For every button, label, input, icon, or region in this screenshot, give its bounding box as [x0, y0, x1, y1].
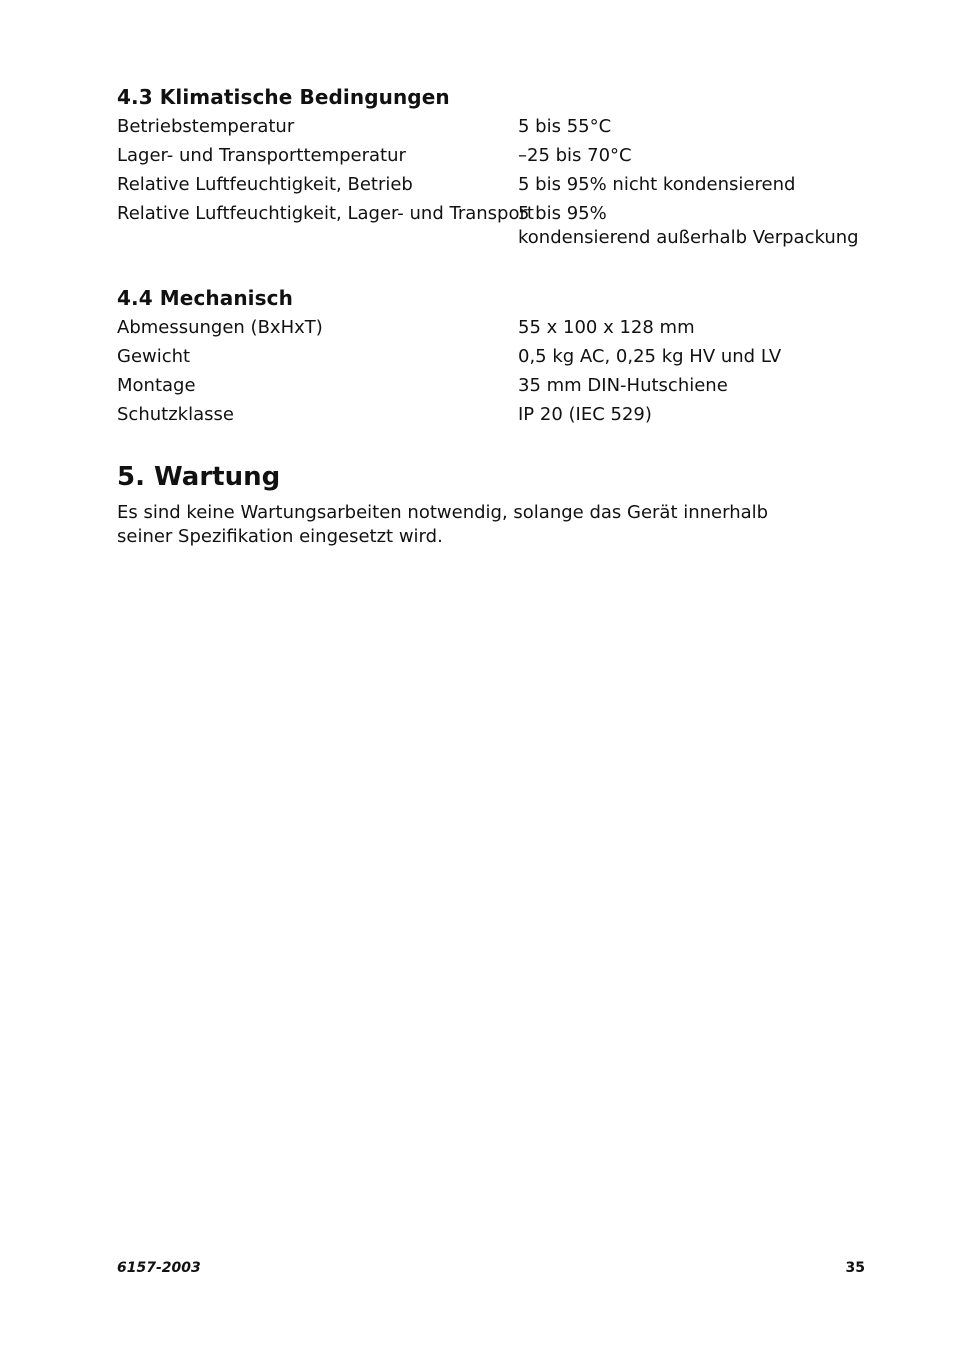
spec-row [117, 144, 867, 168]
spec-value-line: kondensierend außerhalb Verpackung [518, 227, 859, 248]
mechanical-heading: 4.4 Mechanisch [117, 286, 293, 310]
spec-row [117, 345, 867, 369]
spec-value-line: 5 bis 95% nicht kondensierend [518, 174, 796, 195]
spec-row [117, 374, 867, 398]
spec-value [518, 403, 867, 427]
spec-value-line: 55 x 100 x 128 mm [518, 317, 695, 338]
spec-row [117, 403, 867, 427]
spec-value-line: 5 bis 55°C [518, 116, 612, 137]
maintenance-text: Es sind keine Wartungsarbeiten notwendig, solange das Gerät innerhalb seiner Spezifikation eingesetzt wird. [117, 502, 769, 547]
spec-label: Montage [117, 375, 196, 396]
spec-value [518, 316, 867, 340]
spec-row [117, 202, 867, 250]
spec-label: Relative Luftfeuchtigkeit, Betrieb [117, 174, 413, 195]
spec-label: Schutzklasse [117, 404, 234, 425]
maintenance-heading: 5. Wartung [117, 462, 281, 492]
spec-value [518, 345, 867, 369]
spec-row [117, 316, 867, 340]
spec-label: Relative Luftfeuchtigkeit, Lager- und Transport [117, 203, 534, 224]
document-page [117, 0, 867, 1354]
spec-value [518, 144, 867, 168]
spec-label: Abmessungen (BxHxT) [117, 317, 323, 338]
spec-label: Gewicht [117, 346, 191, 367]
spec-value-line: 0,5 kg AC, 0,25 kg HV und LV [518, 346, 782, 367]
spec-value-line: 5 bis 95% [518, 203, 607, 224]
climate-spec-list [117, 115, 867, 250]
spec-value-line: IP 20 (IEC 529) [518, 404, 652, 425]
spec-value [518, 202, 867, 250]
spec-value [518, 374, 867, 398]
maintenance-section [117, 461, 867, 549]
mechanical-section [117, 285, 867, 427]
spec-value-line: –25 bis 70°C [518, 145, 632, 166]
spec-value [518, 173, 867, 197]
spec-label: Betriebstemperatur [117, 116, 295, 137]
spec-row [117, 173, 867, 197]
spec-value-line: 35 mm DIN-Hutschiene [518, 375, 728, 396]
page-number: 35 [845, 1260, 865, 1276]
spec-row [117, 115, 867, 139]
climate-heading: 4.3 Klimatische Bedingungen [117, 85, 450, 109]
spec-label: Lager- und Transporttemperatur [117, 145, 406, 166]
document-number: 6157-2003 [117, 1260, 201, 1276]
spec-value [518, 115, 867, 139]
climate-section [117, 84, 867, 250]
mechanical-spec-list [117, 316, 867, 427]
